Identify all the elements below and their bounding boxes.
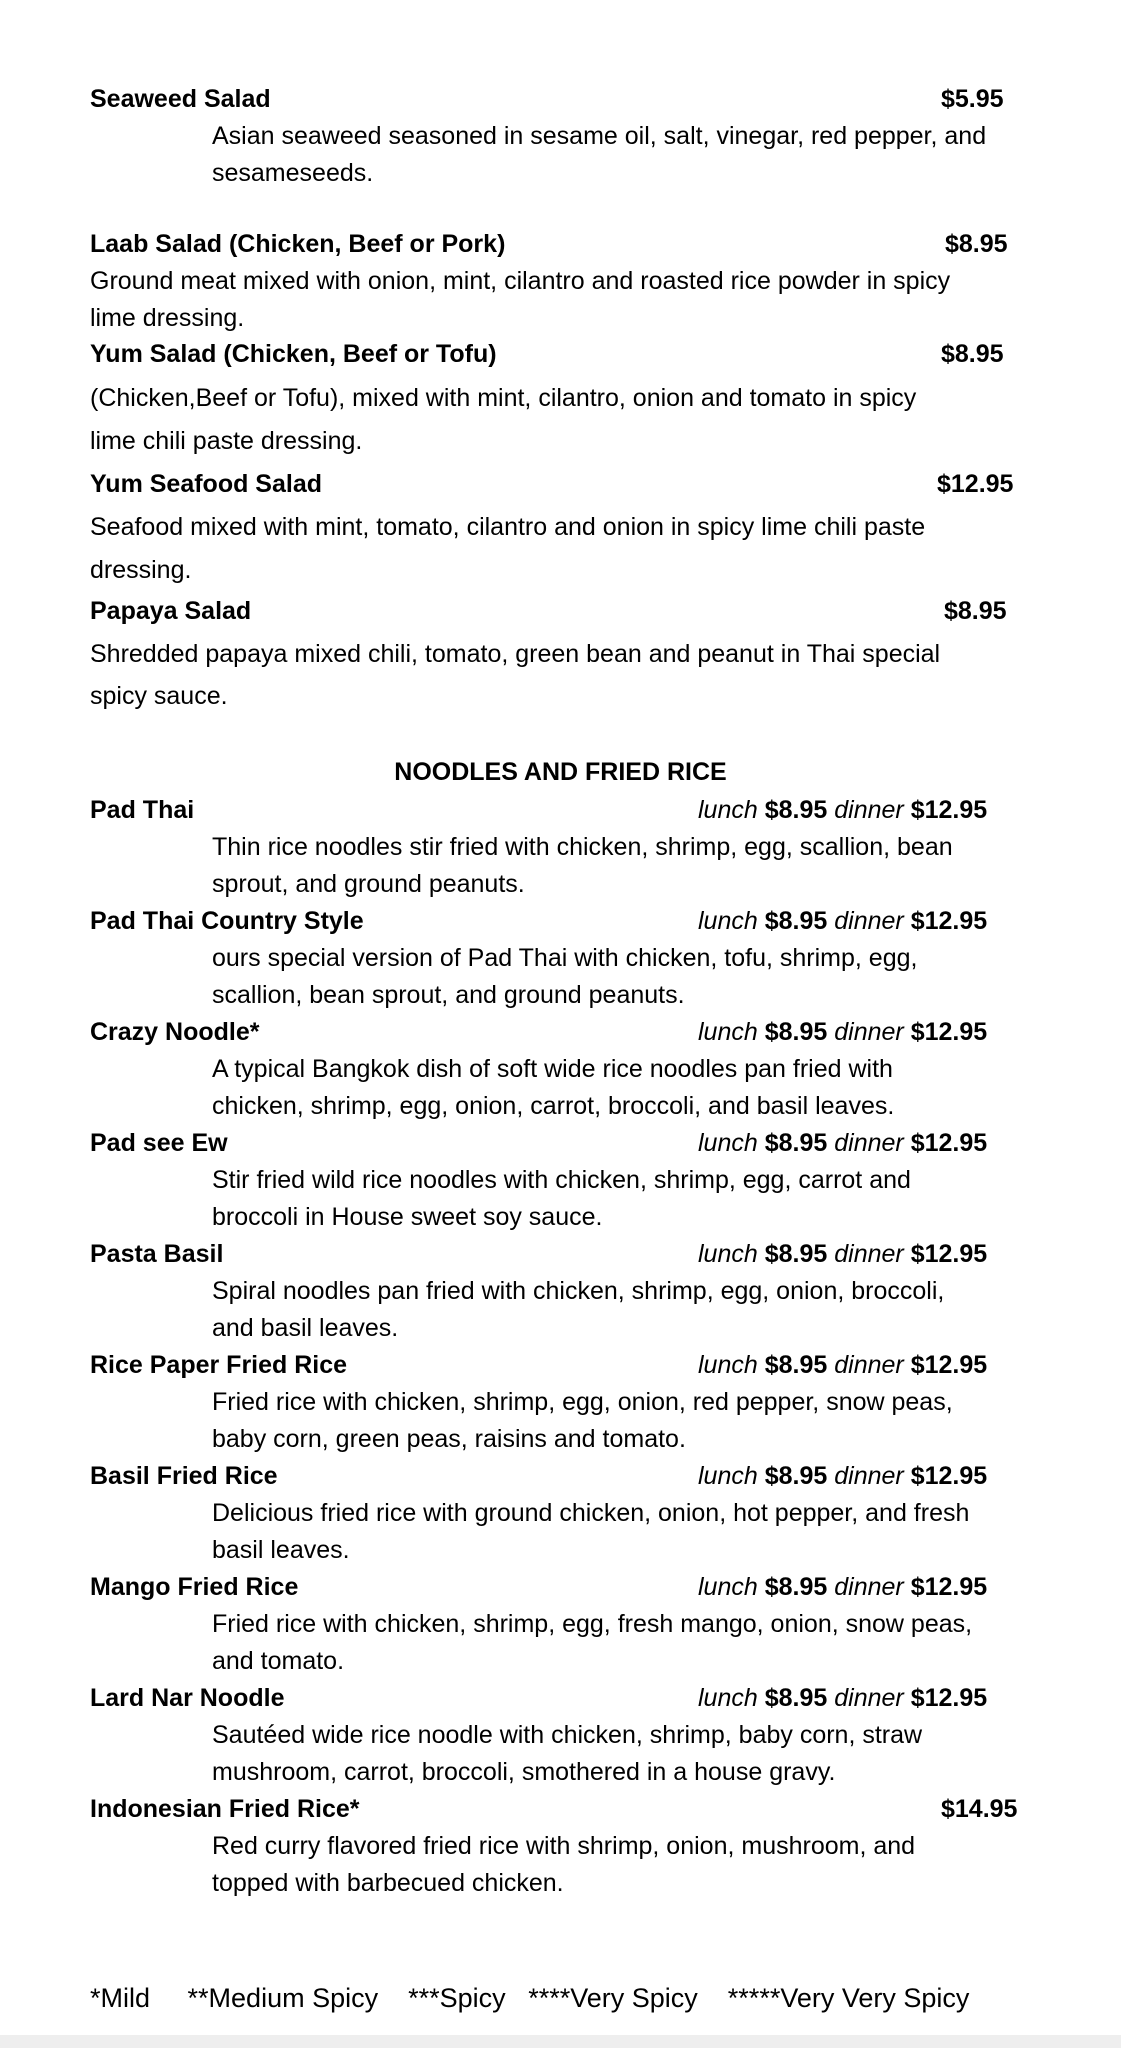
dinner-label: dinner — [834, 1018, 904, 1046]
item-description: ours special version of Pad Thai with chicken, tofu, shrimp, egg, — [212, 944, 918, 972]
legend-medium-spicy: **Medium Spicy — [187, 1983, 379, 2013]
item-price — [698, 1683, 987, 1713]
lunch-label: lunch — [698, 1573, 758, 1601]
item-description: Seafood mixed with mint, tomato, cilantro and onion in spicy lime chili paste — [90, 513, 926, 541]
lunch-price: $8.95 — [764, 907, 828, 935]
item-description: Spiral noodles pan fried with chicken, shrimp, egg, onion, broccoli, — [212, 1277, 945, 1305]
lunch-price: $8.95 — [764, 796, 828, 824]
item-name: Yum Seafood Salad — [90, 470, 323, 498]
lunch-label: lunch — [698, 1351, 758, 1379]
item-name: Yum Salad (Chicken, Beef or Tofu) — [90, 340, 497, 368]
dinner-label: dinner — [834, 1351, 904, 1379]
item-description: lime chili paste dressing. — [90, 427, 363, 455]
dinner-label: dinner — [834, 1684, 904, 1712]
spice-legend — [90, 1982, 969, 2014]
item-description: mushroom, carrot, broccoli, smothered in a house gravy. — [212, 1758, 836, 1786]
item-name: Pad Thai — [90, 796, 195, 824]
item-price: $14.95 — [941, 1795, 1018, 1823]
dinner-label: dinner — [834, 1129, 904, 1157]
lunch-price: $8.95 — [764, 1573, 828, 1601]
item-price — [698, 1128, 987, 1158]
page-edge — [0, 2035, 1121, 2048]
lunch-price: $8.95 — [764, 1129, 828, 1157]
dinner-price: $12.95 — [910, 1351, 988, 1379]
item-name: Pad see Ew — [90, 1129, 228, 1157]
item-name: Pad Thai Country Style — [90, 907, 364, 935]
item-price — [698, 906, 987, 936]
item-price — [698, 1350, 987, 1380]
item-description: Delicious fried rice with ground chicken, onion, hot pepper, and fresh — [212, 1499, 970, 1527]
dinner-price: $12.95 — [910, 1129, 988, 1157]
item-description: Ground meat mixed with onion, mint, cilantro and roasted rice powder in spicy — [90, 267, 951, 295]
item-description: scallion, bean sprout, and ground peanuts. — [212, 981, 685, 1009]
dinner-price: $12.95 — [910, 1018, 988, 1046]
lunch-price: $8.95 — [764, 1018, 828, 1046]
item-name: Lard Nar Noodle — [90, 1684, 285, 1712]
item-description: Fried rice with chicken, shrimp, egg, onion, red pepper, snow peas, — [212, 1388, 953, 1416]
lunch-label: lunch — [698, 796, 758, 824]
item-description: Red curry flavored fried rice with shrimp, onion, mushroom, and — [212, 1832, 916, 1860]
item-price — [698, 1572, 987, 1602]
lunch-price: $8.95 — [764, 1462, 828, 1490]
lunch-label: lunch — [698, 1018, 758, 1046]
dinner-price: $12.95 — [910, 907, 988, 935]
item-description: chicken, shrimp, egg, onion, carrot, broccoli, and basil leaves. — [212, 1092, 895, 1120]
item-description: Shredded papaya mixed chili, tomato, green bean and peanut in Thai special — [90, 640, 941, 668]
dinner-label: dinner — [834, 1240, 904, 1268]
item-name: Mango Fried Rice — [90, 1573, 299, 1601]
item-description: Stir fried wild rice noodles with chicken, shrimp, egg, carrot and — [212, 1166, 911, 1194]
item-description: A typical Bangkok dish of soft wide rice noodles pan fried with — [212, 1055, 893, 1083]
dinner-label: dinner — [834, 1462, 904, 1490]
lunch-price: $8.95 — [764, 1240, 828, 1268]
dinner-price: $12.95 — [910, 1240, 988, 1268]
lunch-label: lunch — [698, 1240, 758, 1268]
item-name: Indonesian Fried Rice* — [90, 1795, 360, 1823]
legend-very-spicy: ****Very Spicy — [528, 1983, 698, 2013]
dinner-price: $12.95 — [910, 1573, 988, 1601]
item-price: $5.95 — [941, 85, 1004, 113]
item-name: Seaweed Salad — [90, 85, 271, 113]
item-description: basil leaves. — [212, 1536, 350, 1564]
item-description: (Chicken,Beef or Tofu), mixed with mint, cilantro, onion and tomato in spicy — [90, 384, 917, 412]
item-description: sprout, and ground peanuts. — [212, 870, 525, 898]
item-description: Fried rice with chicken, shrimp, egg, fresh mango, onion, snow peas, — [212, 1610, 973, 1638]
lunch-label: lunch — [698, 1684, 758, 1712]
lunch-label: lunch — [698, 907, 758, 935]
dinner-label: dinner — [834, 1573, 904, 1601]
item-name: Laab Salad (Chicken, Beef or Pork) — [90, 230, 506, 258]
item-description: sesameseeds. — [212, 159, 374, 187]
item-description: Thin rice noodles stir fried with chicken, shrimp, egg, scallion, bean — [212, 833, 953, 861]
lunch-price: $8.95 — [764, 1351, 828, 1379]
item-description: and tomato. — [212, 1647, 345, 1675]
item-price — [698, 795, 987, 825]
lunch-price: $8.95 — [764, 1684, 828, 1712]
section-heading: NOODLES AND FRIED RICE — [394, 758, 727, 786]
item-price — [698, 1461, 987, 1491]
item-description: broccoli in House sweet soy sauce. — [212, 1203, 603, 1231]
item-price: $8.95 — [941, 340, 1004, 368]
legend-mild: *Mild — [90, 1983, 151, 2013]
item-description: lime dressing. — [90, 304, 245, 332]
item-name: Rice Paper Fried Rice — [90, 1351, 348, 1379]
item-description: baby corn, green peas, raisins and tomato. — [212, 1425, 686, 1453]
item-description: Sautéed wide rice noodle with chicken, shrimp, baby corn, straw — [212, 1721, 923, 1749]
dinner-label: dinner — [834, 907, 904, 935]
item-name: Pasta Basil — [90, 1240, 224, 1268]
lunch-label: lunch — [698, 1462, 758, 1490]
item-description: and basil leaves. — [212, 1314, 399, 1342]
dinner-price: $12.95 — [910, 1462, 988, 1490]
dinner-price: $12.95 — [910, 796, 988, 824]
item-price — [698, 1239, 987, 1269]
dinner-label: dinner — [834, 796, 904, 824]
dinner-price: $12.95 — [910, 1684, 988, 1712]
item-price: $12.95 — [937, 470, 1014, 498]
item-price: $8.95 — [945, 230, 1008, 258]
item-description: spicy sauce. — [90, 682, 228, 710]
item-price: $8.95 — [944, 597, 1007, 625]
legend-very-very-spicy: *****Very Very Spicy — [727, 1983, 970, 2013]
item-name: Papaya Salad — [90, 597, 252, 625]
item-name: Crazy Noodle* — [90, 1018, 260, 1046]
item-description: Asian seaweed seasoned in sesame oil, salt, vinegar, red pepper, and — [212, 122, 987, 150]
item-description: dressing. — [90, 556, 192, 584]
item-description: topped with barbecued chicken. — [212, 1869, 564, 1897]
lunch-label: lunch — [698, 1129, 758, 1157]
item-name: Basil Fried Rice — [90, 1462, 278, 1490]
legend-spicy: ***Spicy — [408, 1983, 506, 2013]
item-price — [698, 1017, 987, 1047]
